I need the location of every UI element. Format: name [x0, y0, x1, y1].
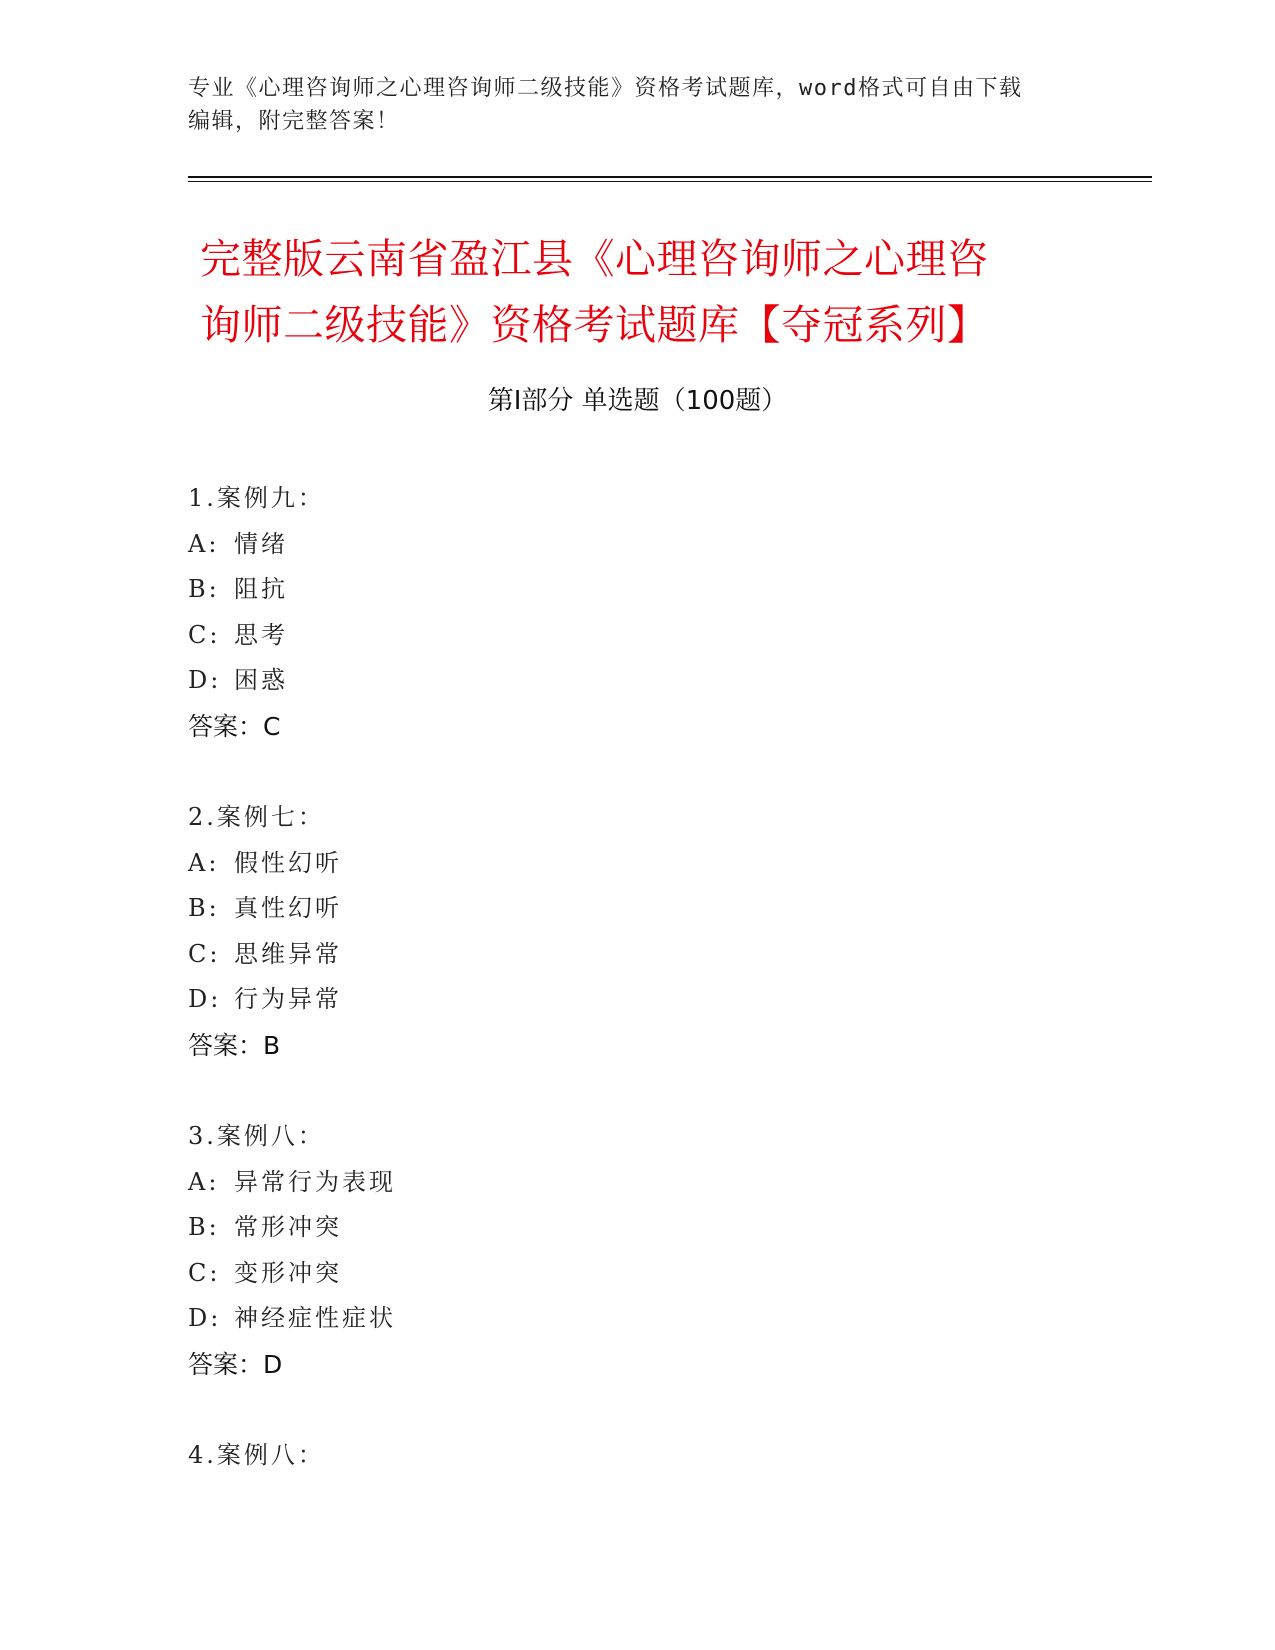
header-note-line-1: 专业《心理咨询师之心理咨询师二级技能》资格考试题库，word格式可自由下载 — [188, 76, 1023, 101]
option-text: 异常行为表现 — [234, 1167, 396, 1196]
option-key: B: — [188, 575, 220, 603]
option-key: A: — [188, 848, 220, 877]
option-key: B: — [188, 894, 220, 922]
option-text: 假性幻听 — [234, 848, 342, 877]
option-b — [188, 567, 1088, 613]
option-text: 变形冲突 — [234, 1258, 342, 1287]
option-key: D: — [188, 1304, 222, 1332]
option-a — [188, 1160, 1088, 1206]
question-list — [188, 476, 1088, 1525]
option-c — [188, 1251, 1088, 1297]
option-key: D: — [188, 666, 222, 694]
option-key: D: — [188, 985, 222, 1013]
question-2 — [188, 795, 1088, 1068]
option-b — [188, 1205, 1088, 1251]
document-title-line-1: 完整版云南省盈江县《心理咨询师之心理咨 — [200, 235, 989, 283]
answer-line: 答案：B — [188, 1030, 281, 1060]
question-stem: 2.案例七： — [188, 803, 325, 831]
header-divider-thick — [188, 176, 1152, 178]
header-note-line-2: 编辑，附完整答案！ — [188, 109, 400, 134]
option-a — [188, 522, 1088, 568]
document-title-line-2: 询师二级技能》资格考试题库【夺冠系列】 — [200, 301, 989, 349]
option-key: A: — [188, 529, 220, 558]
question-stem: 4.案例八： — [188, 1441, 325, 1469]
header-divider-thin — [188, 181, 1152, 182]
option-key: C: — [188, 1258, 221, 1287]
option-key: C: — [188, 939, 221, 968]
option-d — [188, 1296, 1088, 1342]
option-text: 神经症性症状 — [234, 1304, 396, 1332]
option-text: 情绪 — [234, 529, 288, 558]
option-c — [188, 613, 1088, 659]
option-b — [188, 886, 1088, 932]
option-c — [188, 932, 1088, 978]
answer-line: 答案：D — [188, 1349, 283, 1379]
question-1 — [188, 476, 1088, 749]
option-d — [188, 658, 1088, 704]
option-text: 思维异常 — [234, 939, 342, 968]
option-text: 真性幻听 — [234, 894, 342, 922]
header-note — [188, 72, 1088, 138]
option-d — [188, 977, 1088, 1023]
option-text: 思考 — [234, 620, 288, 649]
section-heading: 第Ⅰ部分 单选题（100题） — [487, 386, 788, 416]
question-stem: 3.案例八： — [188, 1122, 325, 1150]
question-4 — [188, 1433, 1088, 1479]
option-a — [188, 841, 1088, 887]
option-text: 阻抗 — [234, 575, 288, 603]
option-text: 常形冲突 — [234, 1213, 342, 1241]
document-title — [200, 226, 1080, 358]
option-text: 困惑 — [234, 666, 288, 694]
option-key: A: — [188, 1167, 220, 1196]
option-key: B: — [188, 1213, 220, 1241]
question-3 — [188, 1114, 1088, 1387]
answer-line: 答案：C — [188, 711, 281, 741]
option-text: 行为异常 — [234, 985, 342, 1013]
question-stem: 1.案例九： — [188, 484, 325, 512]
option-key: C: — [188, 620, 221, 649]
